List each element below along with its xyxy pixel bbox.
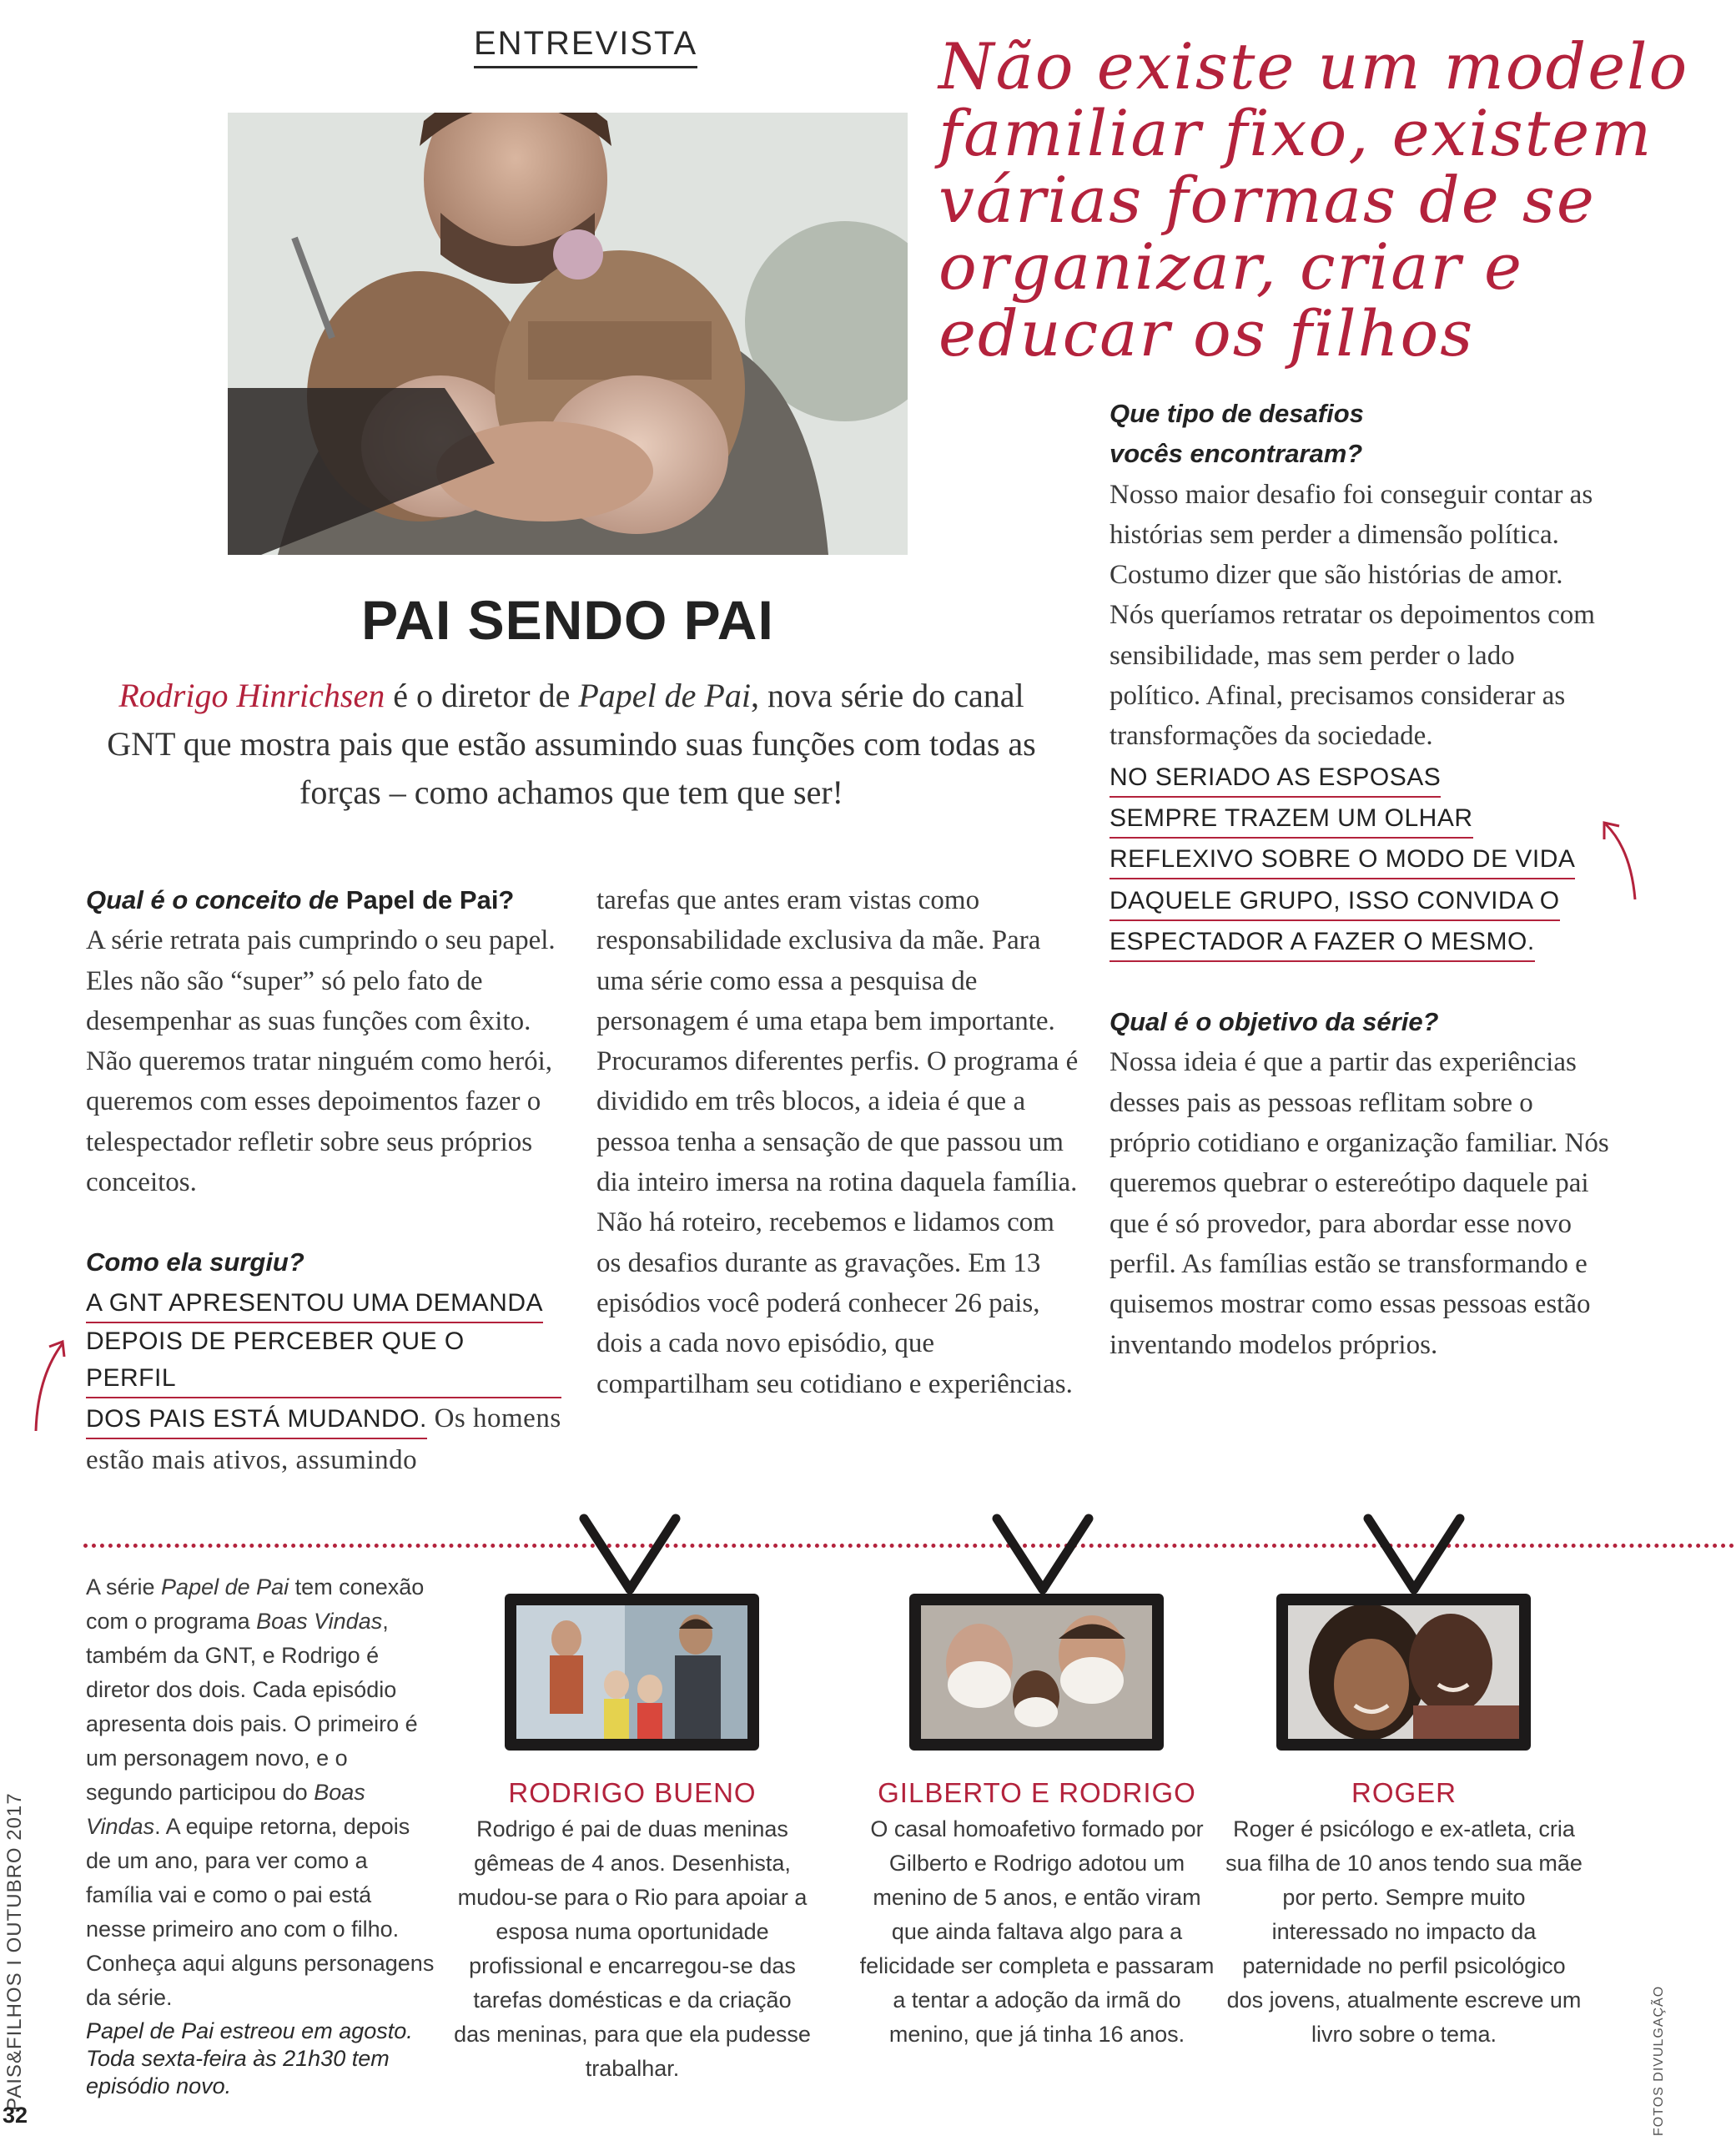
lead-author: Rodrigo Hinrichsen — [118, 677, 385, 714]
tv-frame-gilberto-rodrigo — [909, 1594, 1164, 1751]
sidebar-text — [86, 1570, 436, 2015]
question-origin: Como ela surgiu? — [86, 1247, 304, 1277]
answer-origin-start: Os homens estão mais ativos, assumindo — [86, 1403, 561, 1475]
photo-credit: FOTOS DIVULGAÇÃO — [1652, 1985, 1666, 2136]
highlight-line: ESPECTADOR A FAZER O MESMO. — [1110, 924, 1535, 962]
answer-goal: Nossa ideia é que a partir das experiências desses pais as pessoas reflitam sobre o próprio cotidiano e organização familiar. Nós queremos quebrar o estereótipo daquele pai que é só provedor, para abordar esse novo perfil. As famílias estão se transformando e quisemos mostrar como essas pessoas estão inventando modelos próprios. — [1110, 1047, 1609, 1360]
highlight-line: DEPOIS DE PERCEBER QUE O PERFIL — [86, 1323, 561, 1398]
character-description: O casal homoafetivo formado por Gilberto e Rodrigo adotou um menino de 5 anos, e então viram que ainda faltava algo para a felicidade ser completa e passaram a tentar a adoção da irmã do menino, que já tinha 16 anos. — [859, 1816, 1215, 2047]
tv-antenna-icon — [571, 1510, 688, 1598]
character-description: Rodrigo é pai de duas meninas gêmeas de 4 anos. Desenhista, mudou-se para o Rio para apoiar a esposa numa oportunidade profissional e encarregou-se das tarefas domésticas e da criação das meninas, para que ela pudesse trabalhar. — [454, 1816, 811, 2081]
section-tag: ENTREVISTA — [474, 25, 697, 68]
pull-quote: Não existe um modelo familiar fixo, existem várias formas de se organizar, criar e educar os filhos — [938, 29, 1689, 370]
photo-roger — [1288, 1605, 1519, 1739]
highlight-line: A GNT APRESENTOU UMA DEMANDA — [86, 1285, 543, 1323]
column-1 — [86, 880, 561, 1481]
sidebar-p1: A série — [86, 1574, 162, 1599]
sidebar-p2: tem conexão com o programa — [86, 1574, 425, 1634]
tv-frame-rodrigo-bueno — [505, 1594, 759, 1751]
lead-show: Papel de Pai — [578, 677, 751, 714]
premiere-note — [86, 2018, 436, 2100]
lead-paragraph — [83, 672, 1059, 817]
dotted-divider — [83, 1544, 1735, 1548]
arrow-up-icon — [29, 1335, 71, 1435]
character-name: ROGER — [1351, 1777, 1457, 1808]
highlight-line: DOS PAIS ESTÁ MUDANDO. — [86, 1401, 427, 1439]
highlight-line: REFLEXIVO SOBRE O MODO DE VIDA — [1110, 841, 1575, 879]
character-name: RODRIGO BUENO — [508, 1777, 757, 1808]
question-goal: Qual é o objetivo da série? — [1110, 1007, 1439, 1037]
answer-concept: A série retrata pais cumprindo o seu papel. Eles não são “super” só pelo fato de desempenhar as suas funções com êxito. Não queremos tratar ninguém como herói, queremos com esses depoimentos fazer o telespectador refletir sobre seus próprios conceitos. — [86, 925, 556, 1198]
arrow-up-icon — [1598, 816, 1643, 904]
sidebar-show: Papel de Pai — [161, 1574, 289, 1599]
highlight-challenges — [1110, 763, 1575, 955]
highlight-line: DAQUELE GRUPO, ISSO CONVIDA O — [1110, 883, 1560, 921]
question-concept — [86, 880, 561, 920]
lead-text-2: , nova série do canal GNT que mostra pais que estão assumindo suas funções com todas as forças – como achamos que tem que ser! — [107, 677, 1036, 811]
character-description: Roger é psicólogo e ex-atleta, cria sua filha de 10 anos tendo sua mãe por perto. Sempre muito interessado no impacto da paternidade no perfil psicológico dos jovens, atualmente escreve um livro sobre o tema. — [1225, 1816, 1583, 2047]
sidebar-prog2: Boas Vindas — [86, 1780, 365, 1839]
question-concept-text: Qual é o conceito de — [86, 885, 346, 914]
sidebar-p4: . A equipe retorna, depois de um ano, para ver como a família vai e como o pai está nesse primeiro ano com o filho. Conheça aqui alguns personagens da série. — [86, 1814, 435, 2010]
premiere-rest: estreou em agosto. Toda sexta-feira às 21h30 tem episódio novo. — [86, 2018, 413, 2098]
answer-challenges: Nosso maior desafio foi conseguir contar as histórias sem perder a dimensão política. Costumo dizer que são histórias de amor. Nós queríamos retratar os depoimentos com sensibilidade, mas sem perder o lado político. Afinal, precisamos considerar as transformações da sociedade. — [1110, 479, 1595, 752]
tv-frame-roger — [1276, 1594, 1531, 1751]
column-3 — [1110, 394, 1610, 1365]
hero-photo — [228, 113, 908, 555]
question-concept-show: Papel de Pai? — [345, 885, 515, 914]
premiere-show: Papel de Pai — [86, 2018, 214, 2043]
photo-rodrigo-bueno — [516, 1605, 747, 1739]
tv-antenna-icon — [1356, 1510, 1472, 1598]
character-name: GILBERTO E RODRIGO — [878, 1777, 1196, 1808]
photo-gilberto-rodrigo — [921, 1605, 1152, 1739]
highlight-line: SEMPRE TRAZEM UM OLHAR — [1110, 800, 1473, 839]
sidebar-prog: Boas Vindas — [256, 1609, 383, 1634]
sidebar-p3: , também da GNT, e Rodrigo é diretor dos dois. Cada episódio apresenta dois pais. O primeiro é um personagem novo, e o segundo participou do — [86, 1609, 418, 1805]
question-challenges: Que tipo de desafios vocês encontraram? — [1110, 399, 1364, 469]
answer-origin-continued: tarefas que antes eram vistas como responsabilidade exclusiva da mãe. Para uma série como essa a pesquisa de personagem é uma etapa bem importante. Procuramos diferentes perfis. O programa é dividido em três blocos, a ideia é que a pessoa tenha a sensação de que passou um dia inteiro imersa na rotina daquela família. Não há roteiro, recebemos e lidamos com os desafios durante as gravações. Em 13 episódios você poderá conhecer 26 pais, dois a cada novo episódio, que compartilham seu cotidiano e experiências. — [596, 885, 1079, 1399]
page-number: 32 — [3, 2103, 28, 2128]
highlight-line: NO SERIADO AS ESPOSAS — [1110, 759, 1441, 798]
column-2 — [596, 880, 1080, 1404]
headline: PAI SENDO PAI — [361, 589, 774, 651]
tv-antenna-icon — [984, 1510, 1101, 1598]
folio — [0, 1777, 33, 2115]
folio-text: PAIS&FILHOS I OUTUBRO 2017 — [3, 1792, 26, 2111]
lead-text-1: é o diretor de — [385, 677, 579, 714]
highlight-origin — [86, 1283, 561, 1481]
